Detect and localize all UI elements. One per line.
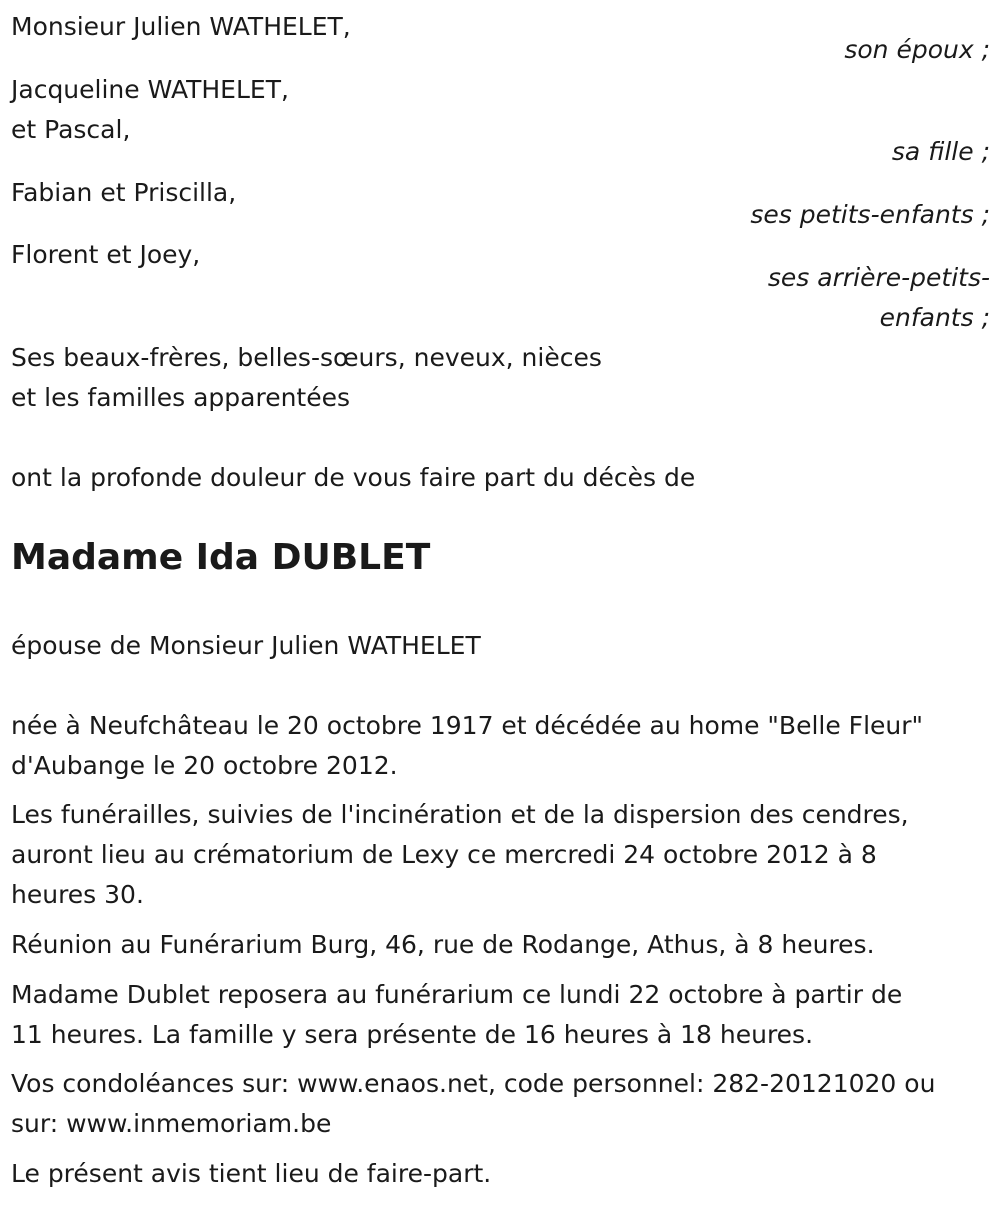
birth-death-line2: d'Aubange le 20 octobre 2012. bbox=[11, 751, 398, 780]
funeral-line2: auront lieu au crématorium de Lexy ce mercredi 24 octobre 2012 à 8 bbox=[11, 840, 877, 869]
funeral-line1: Les funérailles, suivies de l'incinération et de la dispersion des cendres, bbox=[11, 800, 909, 829]
condolences-line1: Vos condoléances sur: www.enaos.net, code personnel: 282-20121020 ou bbox=[11, 1069, 936, 1098]
great-grandchildren-names: Florent et Joey, bbox=[11, 240, 201, 269]
visit-line2: 11 heures. La famille y sera présente de 16 heures à 18 heures. bbox=[11, 1020, 814, 1049]
great-grandchildren-relation-line2: enfants ; bbox=[879, 303, 990, 332]
announcement-text: ont la profonde douleur de vous faire part du décès de bbox=[11, 463, 696, 492]
grandchildren-relation: ses petits-enfants ; bbox=[750, 200, 990, 229]
daughter-name: Jacqueline WATHELET, bbox=[11, 75, 289, 104]
meeting-line: Réunion au Funérarium Burg, 46, rue de Rodange, Athus, à 8 heures. bbox=[11, 930, 875, 959]
funeral-line3: heures 30. bbox=[11, 880, 144, 909]
birth-death-line1: née à Neufchâteau le 20 octobre 1917 et décédée au home "Belle Fleur" bbox=[11, 711, 924, 740]
grandchildren-names: Fabian et Priscilla, bbox=[11, 178, 237, 207]
visit-line1: Madame Dublet reposera au funérarium ce lundi 22 octobre à partir de bbox=[11, 980, 903, 1009]
extended-family-line1: Ses beaux-frères, belles-sœurs, neveux, nièces bbox=[11, 343, 602, 372]
extended-family-line2: et les familles apparentées bbox=[11, 383, 351, 412]
spouse-of: épouse de Monsieur Julien WATHELET bbox=[11, 631, 481, 660]
deceased-name: Madame Ida DUBLET bbox=[11, 537, 431, 578]
husband-name: Monsieur Julien WATHELET, bbox=[11, 12, 351, 41]
husband-relation: son époux ; bbox=[844, 35, 990, 64]
great-grandchildren-relation-line1: ses arrière-petits- bbox=[767, 263, 990, 292]
daughter-partner: et Pascal, bbox=[11, 115, 131, 144]
daughter-relation: sa fille ; bbox=[891, 137, 990, 166]
condolences-line2: sur: www.inmemoriam.be bbox=[11, 1109, 332, 1138]
notice-line: Le présent avis tient lieu de faire-part. bbox=[11, 1159, 492, 1188]
